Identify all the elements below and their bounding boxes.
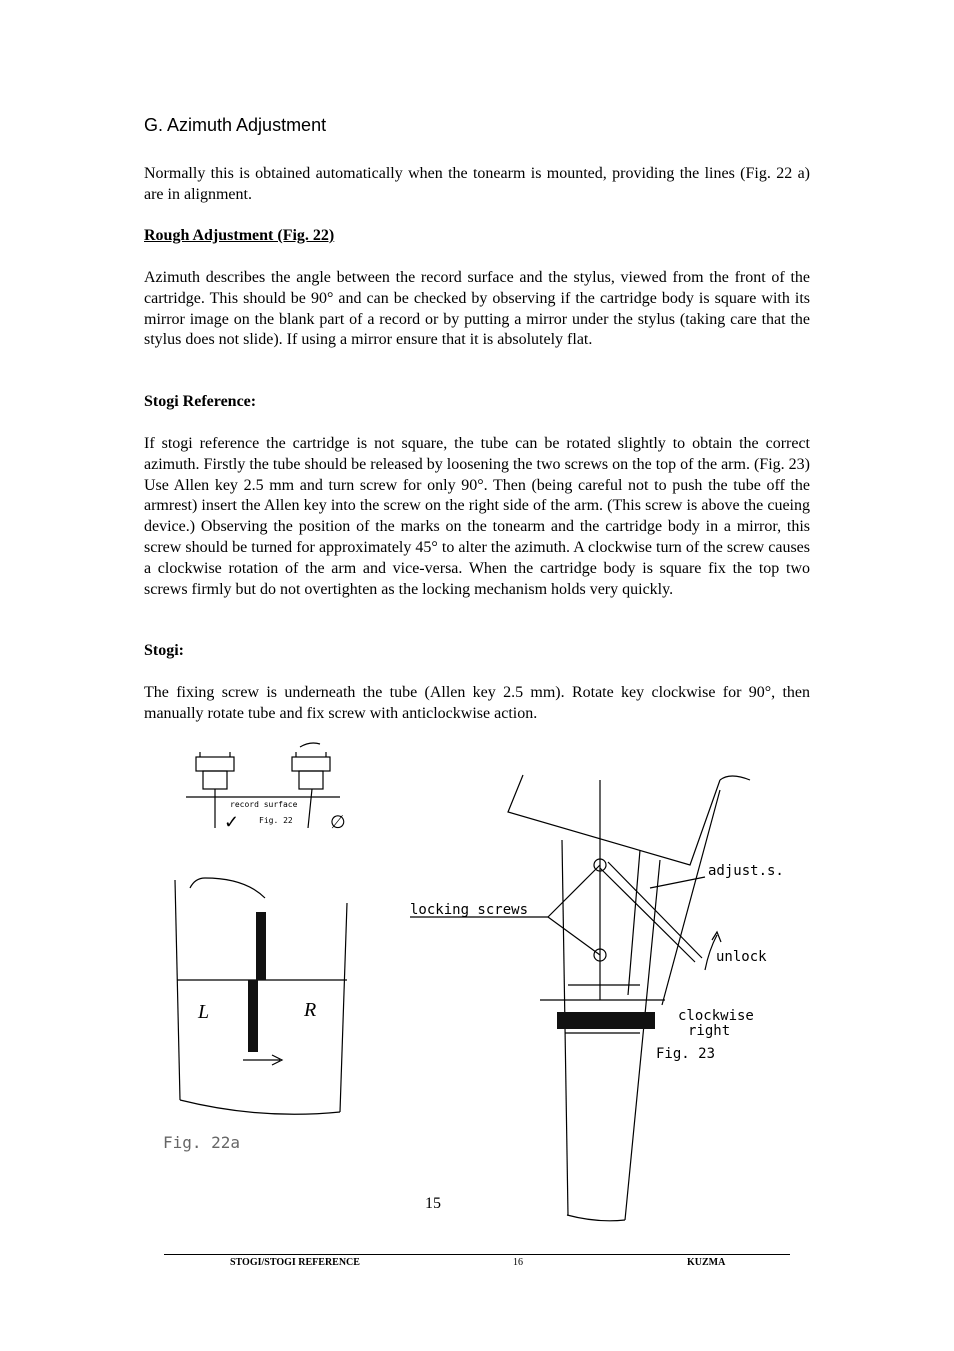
- fig23-caption: Fig. 23: [656, 1046, 716, 1062]
- stogi-reference-paragraph: If stogi reference the cartridge is not square, the tube can be rotated slightly to obtain the correct azimuth. Firstly the tube should be released by loosening the two screws on the top of the arm. (Fig. 23) Use Allen key 2.5 mm and turn screw for only 90°. Then (being careful not to push the tube off the armrest) insert the Allen key into the screw on the right side of the arm. (This screw is above the cueing device.) Observing the position of the marks on the tonearm and the cartridge body in a mirror, this screw should be turned for approximately 45° to alter the azimuth. A clockwise turn of the screw causes a clockwise rotation of the arm and vice-versa. When the cartridge body is square fix the top two screws firmly but do not overtighten as the locking mechanism holds very quickly.: [144, 435, 810, 598]
- upper-mark-bar: [256, 912, 266, 980]
- page-number: 15: [425, 1195, 441, 1212]
- footer-brand: KUZMA: [687, 1257, 726, 1268]
- footer-title: STOGI/STOGI REFERENCE: [230, 1257, 360, 1268]
- adjust-screw-label: adjust.s.: [708, 863, 784, 879]
- stogi-paragraph: The fixing screw is underneath the tube (Allen key 2.5 mm). Rotate key clockwise for 90°, then manually rotate tube and fix screw with anticlockwise action.: [144, 684, 810, 722]
- rough-adjustment-heading: Rough Adjustment (Fig. 22): [144, 227, 335, 244]
- fig22-caption: Fig. 22: [259, 816, 293, 825]
- correct-check-mark: ✓: [224, 812, 240, 832]
- figure-22a: [163, 878, 347, 1152]
- section-title: G. Azimuth Adjustment: [144, 115, 327, 135]
- stogi-reference-heading: Stogi Reference:: [144, 393, 257, 410]
- arrow-right-icon: [243, 1055, 282, 1065]
- intro-paragraph: Normally this is obtained automatically when the tonearm is mounted, providing the lines (Fig. 22 a) are in alignment.: [144, 165, 810, 203]
- clockwise-label: clockwise: [678, 1008, 754, 1024]
- locking-screws-label: locking screws: [410, 902, 529, 918]
- stogi-heading: Stogi:: [144, 642, 184, 659]
- footer-page-number: 16: [513, 1257, 523, 1268]
- fig22a-caption: Fig. 22a: [163, 1133, 241, 1152]
- unlock-label: unlock: [716, 949, 767, 965]
- figure-22: [186, 743, 346, 832]
- footer-divider: [164, 1254, 790, 1255]
- rough-adjustment-paragraph: Azimuth describes the angle between the record surface and the stylus, viewed from the front of the cartridge. This should be 90° and can be checked by observing if the cartridge body is square with its mirror image on the blank part of a record or by putting a mirror under the stylus (taking care that the stylus does not slide). If using a mirror ensure that it is absolutely flat.: [144, 269, 810, 349]
- incorrect-mark: ∅: [330, 812, 346, 832]
- lower-mark-bar: [248, 980, 258, 1052]
- right-label: R: [304, 999, 317, 1021]
- cartridge-body: [557, 1012, 655, 1029]
- record-surface-label: record surface: [230, 800, 298, 809]
- right-direction-label: right: [688, 1023, 731, 1039]
- left-label: L: [198, 1001, 210, 1023]
- figure-23: [410, 775, 784, 1221]
